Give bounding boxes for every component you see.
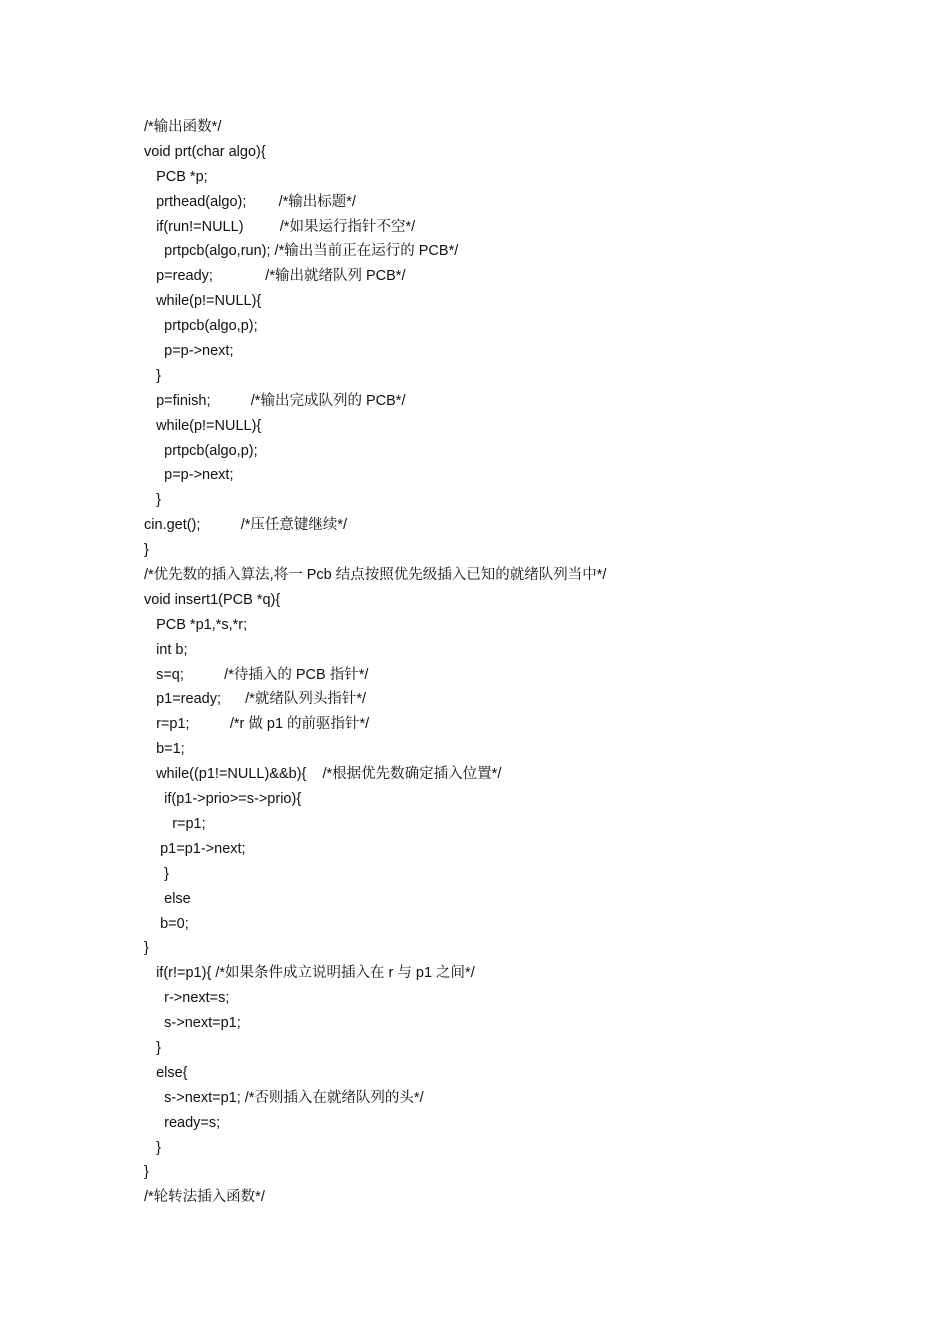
code-line: r->next=s;: [144, 990, 230, 1007]
code-line: cin.get(); /*压任意键继续*/: [144, 517, 348, 534]
code-line: if(p1->prio>=s->prio){: [144, 791, 302, 808]
code-line: }: [144, 1139, 161, 1156]
code-listing: [144, 115, 606, 1210]
code-line: }: [144, 1039, 161, 1056]
code-line: if(run!=NULL) /*如果运行指针不空*/: [144, 218, 416, 235]
code-line: b=0;: [144, 915, 189, 932]
code-line: PCB *p;: [144, 168, 208, 185]
code-line: prthead(algo); /*输出标题*/: [144, 193, 356, 210]
code-line: s->next=p1; /*否则插入在就绪队列的头*/: [144, 1089, 424, 1106]
code-line: p=ready; /*输出就绪队列 PCB*/: [144, 268, 406, 285]
code-line: r=p1; /*r 做 p1 的前驱指针*/: [144, 716, 370, 733]
code-line: s->next=p1;: [144, 1015, 241, 1032]
code-line: }: [144, 940, 149, 957]
code-line: else{: [144, 1064, 188, 1081]
code-line: }: [144, 492, 161, 509]
code-line: void insert1(PCB *q){: [144, 591, 281, 608]
code-line: /*输出函数*/: [144, 119, 222, 135]
code-line: p=p->next;: [144, 467, 234, 484]
code-line: prtpcb(algo,p);: [144, 442, 258, 459]
code-line: s=q; /*待插入的 PCB 指针*/: [144, 666, 369, 683]
code-line: else: [144, 890, 191, 907]
code-line: ready=s;: [144, 1114, 221, 1131]
code-line: p1=ready; /*就绪队列头指针*/: [144, 691, 366, 708]
code-line: }: [144, 367, 161, 384]
code-line: while(p!=NULL){: [144, 293, 262, 310]
code-line: void prt(char algo){: [144, 143, 266, 160]
code-line: while(p!=NULL){: [144, 417, 262, 434]
code-line: }: [144, 542, 149, 559]
code-line: int b;: [144, 641, 188, 658]
code-line: }: [144, 1164, 149, 1181]
code-line: while((p1!=NULL)&&b){ /*根据优先数确定插入位置*/: [144, 766, 502, 783]
code-line: prtpcb(algo,p);: [144, 318, 258, 335]
code-line: }: [144, 865, 169, 882]
code-line: if(r!=p1){ /*如果条件成立说明插入在 r 与 p1 之间*/: [144, 965, 475, 982]
code-line: r=p1;: [144, 815, 206, 832]
code-line: p1=p1->next;: [144, 840, 246, 857]
code-line: prtpcb(algo,run); /*输出当前正在运行的 PCB*/: [144, 243, 459, 260]
code-line: p=p->next;: [144, 343, 234, 360]
code-line: PCB *p1,*s,*r;: [144, 616, 248, 633]
code-line: /*轮转法插入函数*/: [144, 1189, 265, 1206]
code-line: b=1;: [144, 741, 185, 758]
code-line: p=finish; /*输出完成队列的 PCB*/: [144, 392, 406, 409]
code-line: /*优先数的插入算法,将一 Pcb 结点按照优先级插入已知的就绪队列当中*/: [144, 567, 607, 584]
